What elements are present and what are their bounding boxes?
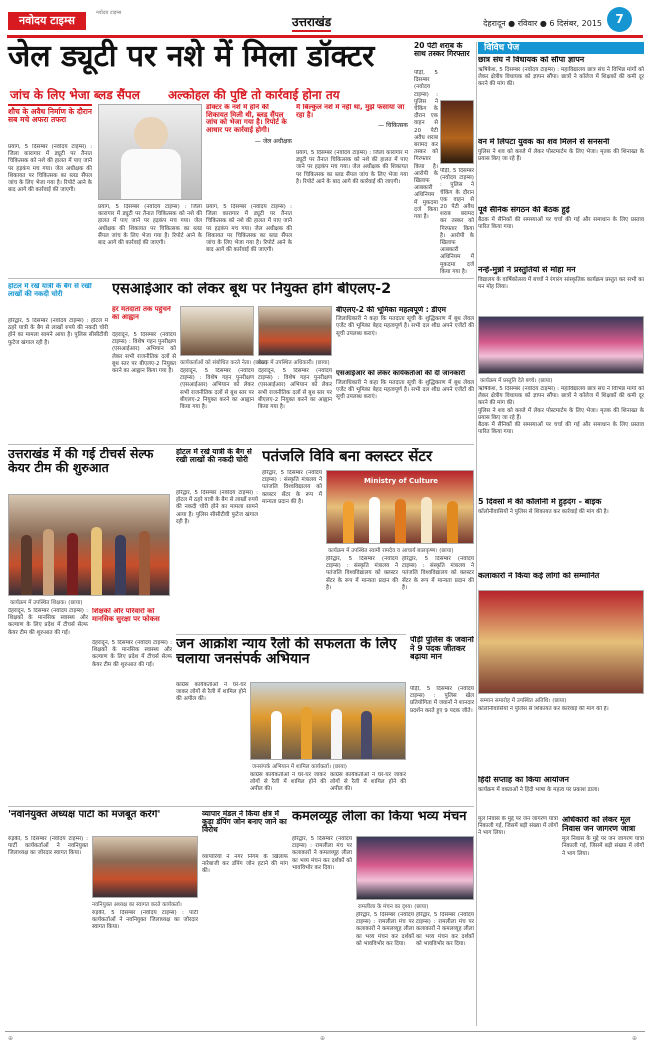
quote-2-by: — चिकित्सक [378,122,408,130]
president-photo [92,836,198,898]
person-shape [331,709,342,759]
side-story-7 [478,572,644,586]
police-story-head: पौड़ी पुलिस के जवानों ने 9 पदक जीतकर बढ़ाया मान [410,636,474,662]
blo-sub-body: जिलाधिकारी ने कहा कि मतदाता सूची के शुद्धिकरण में बूथ लेवल एजेंट की भूमिका बेहद महत्वपूर्ण है। सभी दल शीघ्र अपने एजेंटों की सूची उपलब्ध कराएं। [336,316,474,337]
patanjali-body-col2: हरिद्वार, 5 दिसम्बर (नवोदय टाइम्स) : संस्कृति मंत्रालय ने पतंजलि विश्वविद्यालय को क्लस्टर सेंटर के रूप में मान्यता प्रदान की है। [326,556,398,591]
president-story-head: 'नवनियुक्त अध्यक्ष पार्टी को मजबूत करेंगे' [8,810,161,820]
kamal-body-col2: हरिद्वार, 5 दिसम्बर (नवोदय टाइम्स) : रामलीला मंच पर कलाकारों ने कमलव्यूह लीला का भव्य मंचन कर दर्शकों को भावविभोर कर दिया। [356,912,414,947]
side-story-5 [478,386,644,496]
police-body: पौड़ी, 5 दिसम्बर (नवोदय टाइम्स) : पुलिस खेल प्रतियोगिता में जवानों ने शानदार प्रदर्शन करते हुए 9 पदक जीते। [410,686,474,714]
person-shape [301,707,312,759]
photo-banner-text: Ministry of Culture [363,477,439,485]
person-shape [361,711,372,759]
bottles-story-head-box [414,42,474,68]
blo-body-col2: देहरादून, 5 दिसम्बर (नवोदय टाइम्स) : विशेष गहन पुनरीक्षण (एसआईआर) अभियान को लेकर सभी राजनीतिक दलों से बूथ स्तर पर बीएलए-2 नियुक्त करने का आह्वान किया गया है। [180,368,254,411]
patanjali-story-head: पतंजलि विवि बना क्लस्टर सेंटर [262,448,433,465]
side-story-2 [478,138,644,204]
masthead [0,0,650,34]
side-caption-dance: कार्यक्रम में प्रस्तुति देते बच्चे। (छाया) [480,378,553,384]
side-story-9-col1: मूल निवास के मुद्दे पर जन जागरण यात्रा निकाली गई, जिसमें बड़ी संख्या में लोगों ने भाग लिया। [478,816,558,837]
kamal-story-head: कमलव्यूह लीला का किया भव्य मंचन [292,810,467,824]
side-story-3 [478,206,644,264]
side-story-6 [478,498,644,572]
person-shape [115,535,126,595]
lead-subhead-1: जांच के लिए भेजा ब्लड सैंपल [10,88,140,102]
hotel-head-box [176,448,258,488]
divider [176,634,406,635]
person-shape [21,535,32,595]
teacher-side-box [92,608,172,638]
rally-body-col3: कांग्रेस कार्यकर्ताओं ने घर-घर जाकर लोगों से रैली में शामिल होने की अपील की। [330,772,406,793]
trade-head-box [202,810,288,852]
side-photo-felicitation [478,590,644,694]
kamal-head-box [292,810,474,834]
divider [8,278,474,279]
police-head-box [410,636,474,684]
rally-photo [250,682,406,760]
divider [8,444,474,445]
bottles-story-body-1: पौड़ी, 5 दिसम्बर (नवोदय टाइम्स) : पुलिस ने चेकिंग के दौरान एक वाहन से 20 पेटी अवैध शराब बरामद कर तस्कर को गिरफ्तार किया है। आरोपी के खिलाफ आबकारी अधिनियम में मुकदमा दर्ज किया गया है। [414,70,438,221]
side-story-1-body: ऋषिकेश, 5 दिसम्बर (नवोदय टाइम्स) : महाविद्यालय छात्र संघ ने विभिन्न मांगों को लेकर क्षेत्रीय विधायक को ज्ञापन सौंपा। छात्रों ने कॉलेज में शिक्षकों की कमी दूर करने की मांग की। [478,66,644,88]
patanjali-caption: कार्यक्रम में उपस्थित स्वामी रामदेव व आचार्य बालकृष्ण। (छाया) [328,548,454,554]
kamal-body-col3: हरिद्वार, 5 दिसम्बर (नवोदय टाइम्स) : रामलीला मंच पर कलाकारों ने कमलव्यूह लीला का भव्य मंचन कर दर्शकों को भावविभोर कर दिया। [416,912,474,947]
hotel-teaser-body: हरिद्वार, 5 दिसम्बर (नवोदय टाइम्स) : होटल में ठहरे यात्री के बैग से लाखों रुपये की नकदी चोरी होने का मामला सामने आया है। पुलिस सीसीटीवी फुटेज खंगाल रही है। [8,318,108,346]
blo-sub-head: बीएलए-2 की भूमिका महत्वपूर्ण : डीएम [336,306,446,314]
kamal-photo [356,836,474,900]
lead-quote-1 [206,104,292,200]
person-shape [91,527,102,595]
president-body-col1: रुड़की, 5 दिसम्बर (नवोदय टाइम्स) : पार्टी कार्यकर्ताओं ने नवनियुक्त जिलाध्यक्ष का जोरदार स्वागत किया। [8,836,88,857]
blo-body-col3: देहरादून, 5 दिसम्बर (नवोदय टाइम्स) : विशेष गहन पुनरीक्षण (एसआईआर) अभियान को लेकर सभी राजनीतिक दलों से बूथ स्तर पर बीएलए-2 नियुक्त करने का आह्वान किया गया है। [258,368,332,411]
side-story-8-head: हिंदी सप्ताह का किया आयोजन [478,776,569,784]
side-story-8a-body: कॉलोनीवासियों ने पुलिस से शिकायत कर कार्रवाई की मांग की है। [478,706,609,712]
doctor-coat-shape [121,149,181,200]
liquor-bottles-photo [440,100,474,164]
side-story-3-body: बैठक में सैनिकों की समस्याओं पर चर्चा की गई और समाधान के लिए प्रस्ताव पारित किया गया। [478,216,644,230]
dateline: देहरादून ● रविवार ● 6 दिसंबर, 2015 [483,19,602,28]
patanjali-body-col3: हरिद्वार, 5 दिसम्बर (नवोदय टाइम्स) : संस्कृति मंत्रालय ने पतंजलि विश्वविद्यालय को क्लस्टर सेंटर के रूप में मान्यता प्रदान की है। [402,556,474,591]
side-photo-dance [478,316,644,374]
sidebar-label-bar [478,42,644,54]
rally-body-col2: कांग्रेस कार्यकर्ताओं ने घर-घर जाकर लोगों से रैली में शामिल होने की अपील की। [250,772,326,793]
registration-mark: ⊕ [8,1035,14,1042]
lead-quote-2 [296,104,408,146]
lead-subhead-2: अल्कोहल की पुष्टि तो कार्रवाई होना तय [168,88,340,102]
side-story-1 [478,56,644,136]
blo-side-box [112,306,176,330]
hotel-body: हरिद्वार, 5 दिसम्बर (नवोदय टाइम्स) : होटल में ठहरे यात्री के बैग से लाखों रुपये की नकदी चोरी होने का मामला सामने आया है। पुलिस सीसीटीवी फुटेज खंगाल रही है। [176,490,258,525]
doctor-head-shape [134,117,168,151]
bottles-story-head: 20 पेटी शराब के साथ तस्कर गिरफ्तार [414,42,470,59]
president-body-col2: रुड़की, 5 दिसम्बर (नवोदय टाइम्स) : पार्टी कार्यकर्ताओं ने नवनियुक्त जिलाध्यक्ष का जोरदार स्वागत किया। [92,910,198,931]
blo-sub-story-2 [336,370,474,440]
side-story-4-head: नन्हे-मुन्नों ने प्रस्तुतियों से मोहा मन [478,266,576,274]
hotel-teaser-head: होटल में रखे यात्री के बैग से रखी लाखों की नकदी चोरी [8,283,92,298]
side-story-5-body-b: पुलिस ने शव को कब्जे में लेकर पोस्टमार्टम के लिए भेजा। मृतक की शिनाख्त के प्रयास किए जा रहे हैं। [478,407,644,421]
registration-mark: ⊕ [632,1035,638,1042]
side-story-1-head: छात्र संघ ने विधायक को सौंपा ज्ञापन [478,56,585,64]
patanjali-body-col1: हरिद्वार, 5 दिसम्बर (नवोदय टाइम्स) : संस्कृति मंत्रालय ने पतंजलि विश्वविद्यालय को क्लस्टर सेंटर के रूप में मान्यता प्रदान की है। [262,470,322,505]
blo-photo-1 [180,306,254,356]
logo-note: नवोदय टाइम्स [96,10,122,16]
section-title: उत्तराखंड [292,13,331,32]
blo-story-head: एसआईआर को लेकर बूथ पर नियुक्त होंगे बीएलए-2 [112,282,392,297]
side-story-9-head: अधिकारों को लेकर मूल निवास जन जागरण जात्रा [562,816,636,833]
lead-body-col1: प्रयाग, 5 दिसम्बर (नवोदय टाइम्स) : जिला कारागार में ड्यूटी पर तैनात चिकित्सक को नशे की हालत में पाए जाने पर हड़कंप मच गया। जेल अधीक्षक की शिकायत पर चिकित्सक का ब्लड सैंपल जांच के लिए भेजा गया है। रिपोर्ट आने के बाद आगे की कार्रवाई की जाएगी। [8,144,92,194]
lead-body-col3: प्रयाग, 5 दिसम्बर (नवोदय टाइम्स) : जिला कारागार में ड्यूटी पर तैनात चिकित्सक को नशे की हालत में पाए जाने पर हड़कंप मच गया। जेल अधीक्षक की शिकायत पर चिकित्सक का ब्लड सैंपल जांच के लिए भेजा गया है। रिपोर्ट आने के बाद आगे की कार्रवाई की जाएगी। [206,204,292,254]
blo-body-col1: देहरादून, 5 दिसम्बर (नवोदय टाइम्स) : विशेष गहन पुनरीक्षण (एसआईआर) अभियान को लेकर सभी राजनीतिक दलों से बूथ स्तर पर बीएलए-2 नियुक्त करने का आह्वान किया गया है। [112,332,176,375]
president-head-box [8,810,198,834]
side-story-8a [478,706,644,774]
side-story-2-body: पुलिस ने शव को कब्जे में लेकर पोस्टमार्टम के लिए भेजा। मृतक की शिनाख्त के प्रयास किए जा रहे हैं। [478,148,644,162]
blo-side-head: हर मतदाता तक पहुंचने का आह्वान [112,306,171,321]
blo-caption-1: कार्यकर्ताओं को संबोधित करते नेता। (छाया) [180,360,268,366]
masthead-rule [7,35,643,38]
side-story-9-body: मूल निवास के मुद्दे पर जन जागरण यात्रा निकाली गई, जिसमें बड़ी संख्या में लोगों ने भाग लिया। [562,836,644,857]
person-shape [43,529,54,595]
person-shape [271,711,282,759]
side-caption-felicitation: सम्मान समारोह में उपस्थित अतिथि। (छाया) [480,698,567,704]
side-story-3-head: पूर्व सैनिक संगठन की बैठक हुई [478,206,570,214]
person-shape [447,501,458,543]
lead-headline: जेल ड्यूटी पर नशे में मिला डॉक्टर [8,39,375,74]
rally-head-box [176,637,406,679]
teacher-side-head: शिक्षकों और परिवारों को मानसिक सुरक्षा पर फोकस [92,608,160,623]
quote-1-by: — जेल अधीक्षक [254,138,292,146]
trade-body: व्यापारियों ने नगर निगम के खिलाफ नारेबाजी कर डंपिंग जोन हटाने की मांग की। [202,854,288,875]
rally-story-head: जन आक्रोश न्याय रैली की सफलता के लिए चलाया जनसंपर्क अभियान [176,637,397,668]
page-number-badge: 7 [607,7,632,32]
person-shape [343,501,354,543]
rally-body-col1: कांग्रेस कार्यकर्ताओं ने घर-घर जाकर लोगों से रैली में शामिल होने की अपील की। [176,682,246,703]
teacher-caption: कार्यक्रम में उपस्थित शिक्षक। (छाया) [10,600,83,606]
person-shape [395,499,406,543]
quote-2-text: मैं बिल्कुल नशे में नहीं था, मुझे फंसाया जा रहा है। [296,104,405,119]
footer-rule [5,1031,645,1032]
bottles-story-body-2: पौड़ी, 5 दिसम्बर (नवोदय टाइम्स) : पुलिस ने चेकिंग के दौरान एक वाहन से 20 पेटी अवैध शराब बरामद कर तस्कर को गिरफ्तार किया है। आरोपी के खिलाफ आबकारी अधिनियम में मुकदमा दर्ज किया गया है। [440,168,474,274]
trade-story-head: व्यापार मंडल ने किया क्षेत्र में कूड़ा डंपिंग जोन बनाए जाने का विरोध [202,810,287,835]
teacher-story-head: उत्तराखंड में की गई टीचर्स सेल्फ केयर टीम की शुरुआत [8,447,154,475]
registration-mark: ⊕ [320,1035,326,1042]
lead-photo-doctor [98,104,202,200]
patanjali-photo [326,470,474,544]
side-story-6-body: कॉलोनीवासियों ने पुलिस से शिकायत कर कार्रवाई की मांग की है। [478,508,609,515]
person-shape [139,531,150,595]
blo-caption-2: बैठक में उपस्थित अधिकारी। (छाया) [258,360,330,366]
person-shape [369,497,380,543]
lead-box-head: शौच के अवैध निर्माण के दौरान सब मचे अफरा तफरा [8,107,92,125]
side-story-9 [562,816,644,1026]
rally-caption: जनसंपर्क अभियान में शामिल कार्यकर्ता। (छाया) [252,764,347,770]
side-story-2-head: वन में लिपटा युवक का शव मिलने से सनसनी [478,138,610,146]
person-shape [421,497,432,543]
teacher-body-col2: देहरादून, 5 दिसम्बर (नवोदय टाइम्स) : शिक्षकों के मानसिक स्वास्थ्य और कल्याण के लिए प्रदेश में टीचर्स सेल्फ केयर टीम की शुरुआत की गई। [92,640,172,668]
blo-sub-head-2: एसआईआर को लेकर कार्यकर्ताओं की दी जानकारी [336,370,466,377]
lead-body-col2: प्रयाग, 5 दिसम्बर (नवोदय टाइम्स) : जिला कारागार में ड्यूटी पर तैनात चिकित्सक को नशे की हालत में पाए जाने पर हड़कंप मच गया। जेल अधीक्षक की शिकायत पर चिकित्सक का ब्लड सैंपल जांच के लिए भेजा गया है। रिपोर्ट आने के बाद आगे की कार्रवाई की जाएगी। [98,204,202,247]
kamal-body-col1: हरिद्वार, 5 दिसम्बर (नवोदय टाइम्स) : रामलीला मंच पर कलाकारों ने कमलव्यूह लीला का भव्य मंचन कर दर्शकों को भावविभोर कर दिया। [292,836,352,871]
divider [8,806,474,807]
hypothermia-box [8,283,108,315]
teacher-body-col1: देहरादून, 5 दिसम्बर (नवोदय टाइम्स) : शिक्षकों के मानसिक स्वास्थ्य और कल्याण के लिए प्रदेश में टीचर्स सेल्फ केयर टीम की शुरुआत की गई। [8,608,88,636]
person-shape [67,533,78,595]
kamal-caption: रामलीला के मंचन का दृश्य। (छाया) [358,904,429,910]
blo-story-head-box [112,282,474,304]
quote-1-text: डॉक्टर के नशे में होने की शिकायत मिली थी, ब्लड सैंपल जांच को भेजा गया है। रिपोर्ट के आधार पर कार्रवाई होगी। [206,104,287,134]
side-story-7-head: कलाकारों ने किया कई लोगों को सम्मानित [478,572,600,580]
column-divider [476,42,477,1026]
teacher-head-box [8,447,170,491]
lead-body-col4: प्रयाग, 5 दिसम्बर (नवोदय टाइम्स) : जिला कारागार में ड्यूटी पर तैनात चिकित्सक को नशे की हालत में पाए जाने पर हड़कंप मच गया। जेल अधीक्षक की शिकायत पर चिकित्सक का ब्लड सैंपल जांच के लिए भेजा गया है। रिपोर्ट आने के बाद आगे की कार्रवाई की जाएगी। [296,150,408,185]
newspaper-logo: नवोदय टाइम्स [8,12,86,30]
president-caption: नवनियुक्त अध्यक्ष का स्वागत करते कार्यकर्ता। [92,902,182,908]
teacher-photo [8,494,170,596]
side-story-5-body-a: ऋषिकेश, 5 दिसम्बर (नवोदय टाइम्स) : महाविद्यालय छात्र संघ ने विभिन्न मांगों को लेकर क्षेत्रीय विधायक को ज्ञापन सौंपा। छात्रों ने कॉलेज में शिक्षकों की कमी दूर करने की मांग की। [478,386,644,407]
side-story-8-body: कार्यक्रम में वक्ताओं ने हिंदी भाषा के महत्व पर प्रकाश डाला। [478,786,600,793]
lead-box [8,104,92,140]
side-story-4 [478,266,644,314]
side-story-5-body-c: बैठक में सैनिकों की समस्याओं पर चर्चा की गई और समाधान के लिए प्रस्ताव पारित किया गया। [478,422,644,436]
side-story-8 [478,776,644,814]
sidebar-label: विविध पेज [484,43,520,53]
blo-photo-2 [258,306,332,356]
side-story-6-head: 5 दिवसों में की कॉलोनी में हुड़दंग - बाइक [478,498,602,506]
hotel-story-head: होटल में रखे यात्री के बैग से रखी लाखों की नकदी चोरी [176,448,252,465]
side-story-4-body: विद्यालय के वार्षिकोत्सव में बच्चों ने रंगारंग सांस्कृतिक कार्यक्रम प्रस्तुत कर सभी का मन मोह लिया। [478,276,644,290]
blo-sub-story [336,306,474,368]
patanjali-head-box [262,448,474,468]
blo-sub-body-2: जिलाधिकारी ने कहा कि मतदाता सूची के शुद्धिकरण में बूथ लेवल एजेंट की भूमिका बेहद महत्वपूर्ण है। सभी दल शीघ्र अपने एजेंटों की सूची उपलब्ध कराएं। [336,379,474,400]
